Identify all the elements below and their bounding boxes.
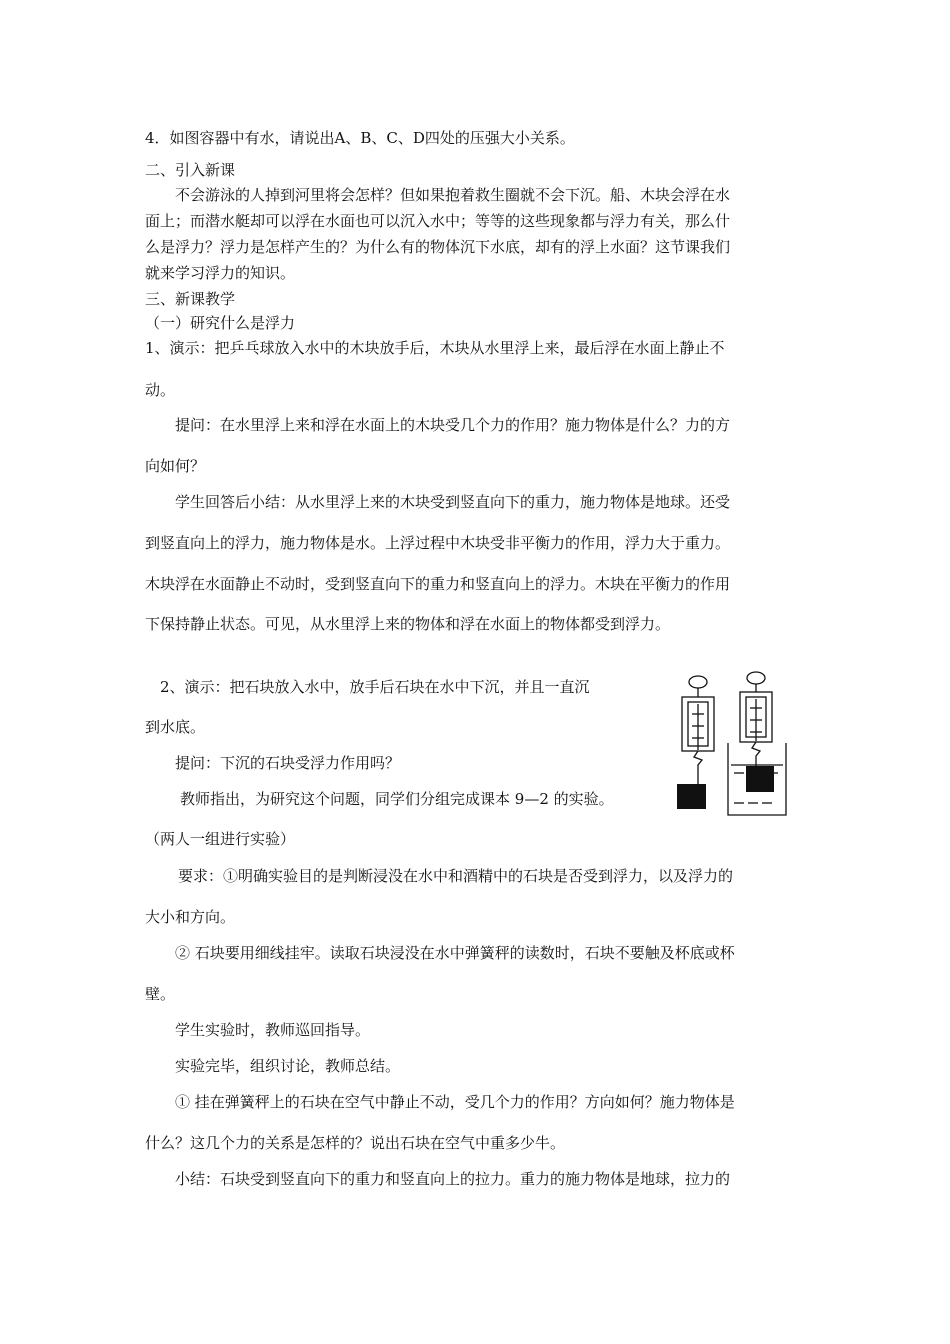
section-heading-3: 三、新课教学 [145, 290, 236, 308]
teacher-note: 教师指出，为研究这个问题，同学们分组完成课本 9—2 的实验。 [180, 790, 614, 808]
question-sink: 提问：下沉的石块受浮力作用吗？ [175, 754, 401, 772]
demo-1-line-2: 动。 [145, 381, 176, 399]
stone-block-icon [677, 784, 706, 809]
spring-scale-figure [668, 670, 818, 820]
discussion-note: 实验完毕，组织讨论，教师总结。 [175, 1057, 401, 1075]
summary-line-2: 到竖直向上的浮力，施力物体是水。上浮过程中木块受非平衡力的作用，浮力大于重力。 [145, 534, 731, 552]
requirement-2-line-1: ② 石块要用细线挂牢。读取石块浸没在水中弹簧秤的读数时，石块不要触及杯底或杯 [175, 944, 735, 962]
summary-line-4: 下保持静止状态。可见，从水里浮上来的物体和浮在水面上的物体都受到浮力。 [145, 615, 671, 633]
discussion-question-line-2: 什么？这几个力的关系是怎样的？说出石块在空气中重多少牛。 [145, 1134, 566, 1152]
question-line-2: 向如何？ [145, 457, 206, 475]
subsection-heading-1: （一）研究什么是浮力 [145, 314, 296, 332]
question-4: 4．如图容器中有水，请说出A、B、C、D四处的压强大小关系。 [145, 129, 575, 147]
intro-paragraph-line-1: 不会游泳的人掉到河里将会怎样？但如果抱着救生圈就不会下沉。船、木块会浮在水 [175, 186, 731, 204]
demo-2-line-1: 2、演示：把石块放入水中，放手后石块在水中下沉，并且一直沉 [160, 678, 590, 696]
student-experiment-note: 学生实验时，教师巡回指导。 [175, 1021, 371, 1039]
conclusion-line-1: 小结：石块受到竖直向下的重力和竖直向上的拉力。重力的施力物体是地球，拉力的 [175, 1170, 731, 1188]
summary-line-1: 学生回答后小结：从水里浮上来的木块受到竖直向下的重力，施力物体是地球。还受 [175, 493, 731, 511]
intro-paragraph-line-2: 面上；而潜水艇却可以浮在水面也可以沉入水中；等等的这些现象都与浮力有关，那么什 [145, 212, 731, 230]
group-note: （两人一组进行实验） [145, 830, 296, 848]
requirement-line-2: 大小和方向。 [145, 908, 236, 926]
intro-paragraph-line-4: 就来学习浮力的知识。 [145, 264, 296, 282]
intro-paragraph-line-3: 么是浮力？浮力是怎样产生的？为什么有的物体沉下水底，却有的浮上水面？这节课我们 [145, 238, 731, 256]
demo-1-line-1: 1、演示：把乒乓球放入水中的木块放手后，木块从水里浮上来，最后浮在水面上静止不 [145, 339, 725, 357]
demo-2-line-2: 到水底。 [145, 718, 206, 736]
hanger-ring-icon [689, 676, 707, 688]
requirement-line-1: 要求：①明确实验目的是判断浸没在水中和酒精中的石块是否受到浮力，以及浮力的 [178, 867, 734, 885]
summary-line-3: 木块浮在水面静止不动时，受到竖直向下的重力和竖直向上的浮力。木块在平衡力的作用 [145, 575, 731, 593]
stone-block-icon [746, 766, 774, 792]
discussion-question-line-1: ① 挂在弹簧秤上的石块在空气中静止不动，受几个力的作用？方向如何？施力物体是 [175, 1093, 735, 1111]
question-line-1: 提问：在水里浮上来和浮在水面上的木块受几个力的作用？施力物体是什么？力的方 [175, 416, 731, 434]
hanger-ring-icon [747, 672, 765, 684]
section-heading-2: 二、引入新课 [145, 161, 236, 179]
requirement-2-line-2: 壁。 [145, 985, 176, 1003]
